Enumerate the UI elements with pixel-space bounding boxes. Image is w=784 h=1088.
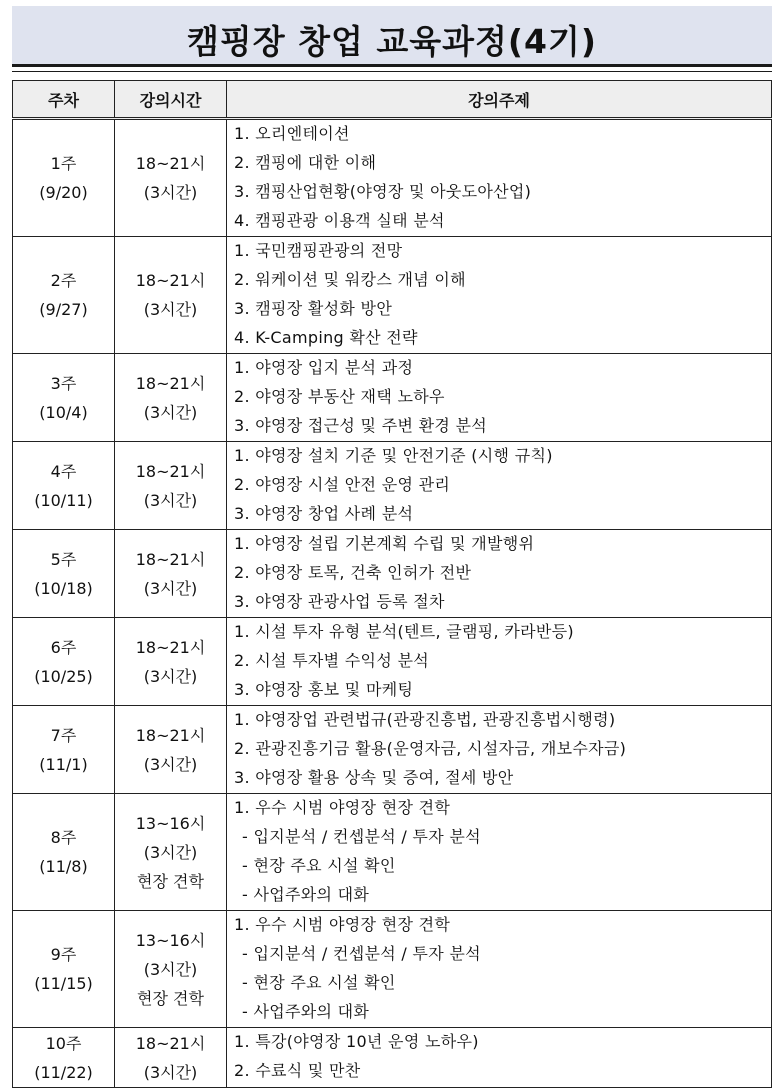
time-cell: [115, 237, 227, 354]
table-row: [13, 794, 772, 911]
topic-item: 3. 캠핑장 활성화 방안: [234, 299, 393, 318]
header-week: 주차: [13, 81, 115, 119]
week-date: (10/4): [39, 402, 88, 422]
topic-item: 1. 시설 투자 유형 분석(텐트, 글램핑, 카라반등): [234, 622, 574, 641]
topics-cell: [227, 794, 772, 911]
lecture-duration: (3시간): [143, 300, 198, 319]
week-date: (10/25): [34, 666, 93, 686]
lecture-duration: (3시간): [143, 490, 198, 510]
topic-item: 3. 야영장 활용 상속 및 증여, 절세 방안: [234, 768, 514, 787]
schedule-body: [13, 119, 772, 1088]
topics-cell: [227, 237, 772, 354]
lecture-time: 18~21시: [135, 549, 206, 569]
title-banner: [12, 6, 772, 67]
week-date: (11/22): [34, 1062, 93, 1082]
table-row: [13, 530, 772, 618]
lecture-note: 현장 견학: [137, 988, 204, 1008]
week-label: 5주: [50, 549, 77, 569]
lecture-time: 18~21시: [135, 725, 206, 745]
time-cell: [115, 618, 227, 706]
week-label: 10주: [45, 1033, 82, 1053]
lecture-time: 18~21시: [135, 461, 206, 481]
week-cell: [13, 119, 115, 237]
week-label: 9주: [50, 945, 77, 964]
week-date: (11/15): [34, 974, 93, 993]
week-cell: [13, 530, 115, 618]
week-cell: [13, 1028, 115, 1088]
topics-cell: [227, 530, 772, 618]
week-label: 4주: [50, 461, 77, 481]
time-cell: [115, 706, 227, 794]
topic-item: 2. 관광진흥기금 활용(운영자금, 시설자금, 개보수자금): [234, 739, 627, 758]
topics-cell: [227, 354, 772, 442]
week-label: 6주: [50, 637, 77, 657]
page-title: 캠핑장 창업 교육과정(4기): [187, 22, 597, 61]
topic-item: - 현장 주요 시설 확인: [242, 973, 396, 992]
topic-item: 3. 야영장 관광사업 등록 절차: [234, 592, 445, 611]
lecture-time: 18~21시: [135, 154, 206, 173]
topic-item: 1. 우수 시범 야영장 현장 견학: [234, 915, 451, 934]
table-row: [13, 237, 772, 354]
topic-item: 3. 캠핑산업현황(야영장 및 아웃도아산업): [234, 182, 532, 201]
time-cell: [115, 354, 227, 442]
lecture-duration: (3시간): [143, 578, 198, 598]
lecture-note: 현장 견학: [137, 871, 204, 891]
table-row: [13, 706, 772, 794]
lecture-duration: (3시간): [143, 666, 198, 686]
topic-item: 2. 수료식 및 만찬: [234, 1061, 361, 1080]
table-row: [13, 442, 772, 530]
table-row: [13, 119, 772, 237]
topic-item: 1. 야영장업 관련법규(관광진흥법, 관광진흥법시행령): [234, 710, 616, 729]
week-cell: [13, 442, 115, 530]
week-date: (11/8): [39, 857, 88, 876]
header-time: 강의시간: [115, 81, 227, 119]
topics-cell: [227, 911, 772, 1028]
week-label: 8주: [50, 828, 77, 847]
lecture-duration: (3시간): [143, 754, 198, 774]
topic-item: 1. 특강(야영장 10년 운영 노하우): [234, 1032, 479, 1051]
lecture-duration: (3시간): [143, 842, 198, 862]
topic-item: 2. 캠핑에 대한 이해: [234, 153, 377, 172]
time-cell: [115, 119, 227, 237]
week-cell: [13, 618, 115, 706]
topic-item: 2. 야영장 시설 안전 운영 관리: [234, 475, 451, 494]
topic-item: 3. 야영장 접근성 및 주변 환경 분석: [234, 416, 488, 435]
topics-cell: [227, 618, 772, 706]
lecture-time: 13~16시: [135, 930, 206, 950]
lecture-time: 18~21시: [135, 373, 206, 393]
topic-item: 3. 야영장 창업 사례 분석: [234, 504, 414, 523]
lecture-duration: (3시간): [143, 959, 198, 979]
week-date: (11/1): [39, 754, 88, 774]
topic-item: 2. 시설 투자별 수익성 분석: [234, 651, 429, 670]
week-cell: [13, 354, 115, 442]
week-cell: [13, 237, 115, 354]
week-label: 2주: [50, 271, 77, 290]
topic-item: 2. 워케이션 및 워캉스 개념 이해: [234, 270, 466, 289]
topic-item: 1. 야영장 설립 기본계획 수립 및 개발행위: [234, 534, 535, 553]
topic-item: 2. 야영장 토목, 건축 인허가 전반: [234, 563, 472, 582]
schedule-table: [12, 80, 772, 1088]
time-cell: [115, 442, 227, 530]
topic-item: - 입지분석 / 컨셉분석 / 투자 분석: [242, 827, 481, 846]
topics-cell: [227, 442, 772, 530]
topic-item: 2. 야영장 부동산 재택 노하우: [234, 387, 445, 406]
topics-cell: [227, 119, 772, 237]
lecture-duration: (3시간): [143, 183, 198, 202]
week-label: 3주: [50, 373, 77, 393]
week-label: 1주: [50, 154, 77, 173]
lecture-duration: (3시간): [143, 402, 198, 422]
week-cell: [13, 911, 115, 1028]
week-date: (9/27): [39, 300, 88, 319]
table-row: [13, 1028, 772, 1088]
week-cell: [13, 794, 115, 911]
topic-item: 1. 우수 시범 야영장 현장 견학: [234, 798, 451, 817]
week-label: 7주: [50, 725, 77, 745]
topic-item: 4. 캠핑관광 이용객 실태 분석: [234, 211, 445, 230]
table-row: [13, 618, 772, 706]
topic-item: - 입지분석 / 컨셉분석 / 투자 분석: [242, 944, 481, 963]
time-cell: [115, 794, 227, 911]
topic-item: - 사업주와의 대화: [242, 885, 370, 904]
header-topic: 강의주제: [227, 81, 772, 119]
header-row: [13, 81, 772, 119]
topic-item: 1. 국민캠핑관광의 전망: [234, 241, 403, 260]
lecture-time: 18~21시: [135, 637, 206, 657]
week-date: (10/18): [34, 578, 93, 598]
topic-item: - 현장 주요 시설 확인: [242, 856, 396, 875]
week-date: (9/20): [39, 183, 88, 202]
table-row: [13, 911, 772, 1028]
topics-cell: [227, 1028, 772, 1088]
topic-item: 1. 오리엔테이션: [234, 124, 350, 143]
week-date: (10/11): [34, 490, 93, 510]
lecture-duration: (3시간): [143, 1062, 198, 1082]
time-cell: [115, 911, 227, 1028]
lecture-time: 18~21시: [135, 271, 206, 290]
lecture-time: 13~16시: [135, 813, 206, 833]
topics-cell: [227, 706, 772, 794]
time-cell: [115, 1028, 227, 1088]
topic-item: 1. 야영장 설치 기준 및 안전기준 (시행 규칙): [234, 446, 553, 465]
topic-item: 3. 야영장 홍보 및 마케팅: [234, 680, 414, 699]
topic-item: - 사업주와의 대화: [242, 1002, 370, 1021]
time-cell: [115, 530, 227, 618]
topic-item: 4. K-Camping 확산 전략: [234, 328, 418, 347]
week-cell: [13, 706, 115, 794]
table-row: [13, 354, 772, 442]
topic-item: 1. 야영장 입지 분석 과정: [234, 358, 414, 377]
lecture-time: 18~21시: [135, 1033, 206, 1053]
